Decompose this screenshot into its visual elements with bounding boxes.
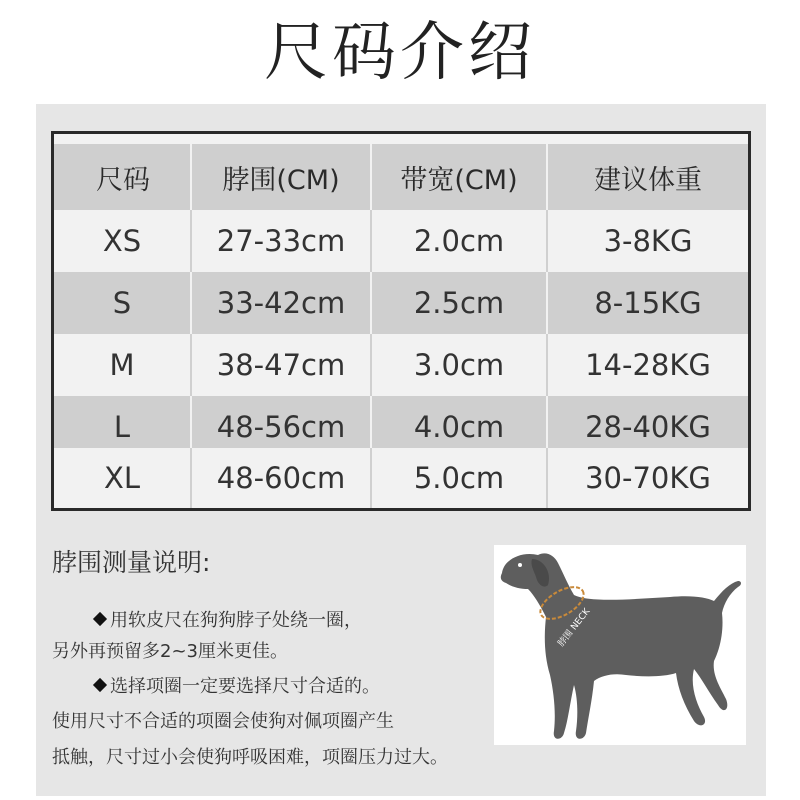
cell-neck: 33-42cm [190, 272, 370, 334]
cell-neck: 48-56cm [190, 396, 370, 458]
cell-size: S [112, 286, 132, 320]
dog-illustration [494, 545, 746, 745]
table-row [54, 334, 748, 396]
table-header-row [54, 144, 748, 210]
table-row [54, 210, 748, 272]
table-row [54, 448, 748, 508]
table-row [54, 272, 748, 334]
cell-width: 4.0cm [370, 396, 546, 458]
header-neck: 脖围(CM) [190, 144, 370, 210]
cell-weight: 3-8KG [546, 210, 748, 272]
cell-width: 2.0cm [370, 210, 546, 272]
note-line: 抵触，尺寸过小会使狗呼吸困难，项圈压力过大。 [52, 747, 448, 768]
note-line: 选择项圈一定要选择尺寸合适的。 [52, 671, 522, 702]
measure-notes [52, 605, 522, 773]
size-table [51, 131, 751, 511]
cell-neck: 27-33cm [190, 210, 370, 272]
cell-weight: 28-40KG [546, 396, 748, 458]
cell-width: 2.5cm [370, 272, 546, 334]
cell-weight: 30-70KG [546, 448, 748, 508]
header-width: 带宽(CM) [370, 144, 546, 210]
cell-size: L [113, 410, 131, 444]
cell-size: XS [102, 224, 142, 258]
dog-icon [494, 545, 746, 745]
note-line: 使用尺寸不合适的项圈会使狗对佩项圈产生 [52, 711, 394, 732]
cell-weight: 8-15KG [546, 272, 748, 334]
neck-label: 脖围 NECK [556, 606, 593, 649]
measure-title: 脖围测量说明: [52, 548, 211, 577]
cell-size: XL [103, 461, 141, 495]
header-size: 尺码 [96, 164, 150, 196]
header-weight: 建议体重 [546, 144, 748, 210]
note-line: 另外再预留多2~3厘米更佳。 [52, 641, 288, 662]
cell-weight: 14-28KG [546, 334, 748, 396]
page-title: 尺码介绍 [264, 16, 536, 90]
cell-size: M [109, 348, 135, 382]
cell-neck: 48-60cm [190, 448, 370, 508]
note-line: 用软皮尺在狗狗脖子处绕一圈， [52, 605, 522, 636]
cell-width: 3.0cm [370, 334, 546, 396]
cell-neck: 38-47cm [190, 334, 370, 396]
cell-width: 5.0cm [370, 448, 546, 508]
